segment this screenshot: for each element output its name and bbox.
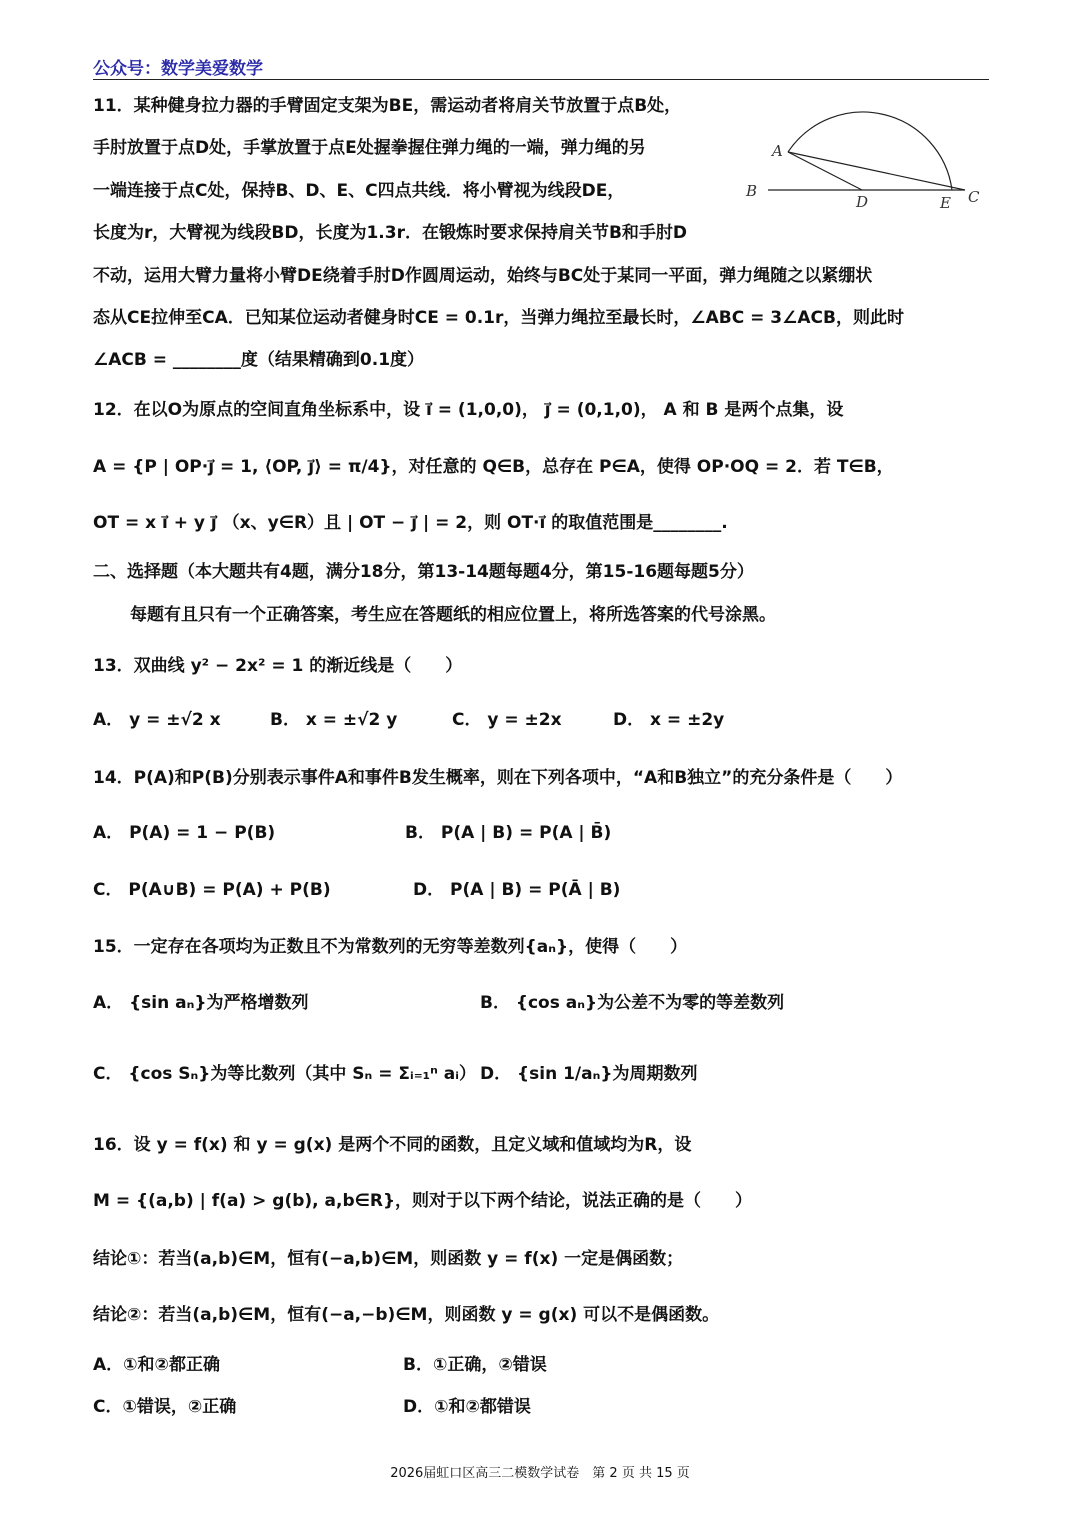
- q15-option-b: B． {cos aₙ}为公差不为零的等差数列: [480, 993, 785, 1013]
- q16-line-4: 结论②：若当(a,b)∈M，恒有(−a,−b)∈M，则函数 y = g(x) 可以不是偶函数。: [93, 1305, 720, 1325]
- q16-option-a: A．①和②都正确: [93, 1355, 220, 1375]
- q11-line-7: ∠ACB = ________度（结果精确到0.1度）: [93, 350, 425, 370]
- page-footer: 2026届虹口区高三二模数学试卷 第 2 页 共 15 页: [390, 1466, 690, 1481]
- q13-option-b: B． x = ±√2 y: [270, 710, 398, 730]
- q13-option-c: C． y = ±2x: [452, 710, 562, 730]
- q11-line-3: 一端连接于点C处，保持B、D、E、C四点共线．将小臂视为线段DE，: [93, 181, 625, 201]
- q11-figure: [740, 100, 985, 210]
- label-b: B: [746, 182, 758, 200]
- q11-line-5: 不动，运用大臂力量将小臂DE绕着手肘D作圆周运动，始终与BC处于某同一平面，弹力绳随之以紧绷状: [93, 266, 873, 286]
- q16-line-1: 16．设 y = f(x) 和 y = g(x) 是两个不同的函数，且定义域和值域均为R，设: [93, 1135, 692, 1155]
- q16-option-c: C．①错误，②正确: [93, 1397, 237, 1417]
- q11-line-6: 态从CE拉伸至CA．已知某位运动者健身时CE = 0.1r，当弹力绳拉至最长时，∠ABC = 3∠ACB，则此时: [93, 308, 904, 328]
- q12-line-1: 12．在以O为原点的空间直角坐标系中，设 i⃗ = (1,0,0)， j⃗ = (0,1,0)， A 和 B 是两个点集，设: [93, 400, 844, 420]
- q13-option-d: D． x = ±2y: [613, 710, 725, 730]
- arc-path: [788, 112, 952, 190]
- q12-line-2: A = {P | OP·j⃗ = 1, ⟨OP, j⃗⟩ = π/4}，对任意的 Q∈B，总存在 P∈A，使得 OP·OQ = 2．若 T∈B，: [93, 457, 894, 477]
- q13-option-a: A． y = ±√2 x: [93, 710, 221, 730]
- q15-option-a: A． {sin aₙ}为严格增数列: [93, 993, 309, 1013]
- q12-line-3: OT = x i⃗ + y j⃗ （x、y∈R）且 | OT − j⃗ | = 2，则 OT·i⃗ 的取值范围是________.: [93, 513, 728, 533]
- q16-line-3: 结论①：若当(a,b)∈M，恒有(−a,b)∈M，则函数 y = f(x) 一定是偶函数；: [93, 1249, 684, 1269]
- section2-title: 二、选择题（本大题共有4题，满分18分，第13-14题每题4分，第15-16题每题5分）: [93, 562, 754, 582]
- q14-option-b: B． P(A | B) = P(A | B̄): [405, 823, 612, 843]
- q16-option-d: D．①和②都错误: [403, 1397, 531, 1417]
- q15-option-d: D． {sin 1/aₙ}为周期数列: [480, 1064, 698, 1084]
- q14-option-d: D． P(A | B) = P(Ā | B): [413, 880, 621, 900]
- q15-stem: 15．一定存在各项均为正数且不为常数列的无穷等差数列{aₙ}，使得（ ）: [93, 937, 688, 957]
- section2-note: 每题有且只有一个正确答案，考生应在答题纸的相应位置上，将所选答案的代号涂黑。: [130, 605, 776, 625]
- q16-line-2: M = {(a,b) | f(a) > g(b), a,b∈R}，则对于以下两个结论，说法正确的是（ ）: [93, 1191, 753, 1211]
- q13-stem: 13．双曲线 y² − 2x² = 1 的渐近线是（ ）: [93, 656, 463, 676]
- q11-line-2: 手肘放置于点D处，手掌放置于点E处握拳握住弹力绳的一端，弹力绳的另: [93, 138, 646, 158]
- q14-stem: 14．P(A)和P(B)分别表示事件A和事件B发生概率，则在下列各项中，“A和B独立”的充分条件是（ ）: [93, 768, 903, 788]
- label-a: A: [772, 142, 783, 160]
- label-d: D: [856, 193, 869, 210]
- q16-option-b: B．①正确，②错误: [403, 1355, 547, 1375]
- q11-line-4: 长度为r，大臂视为线段BD，长度为1.3r．在锻炼时要求保持肩关节B和手肘D: [93, 223, 688, 243]
- header-account: 公众号：数学美爱数学: [93, 59, 263, 79]
- line-ad: [788, 152, 862, 190]
- q15-option-c: C． {cos Sₙ}为等比数列（其中 Sₙ = Σᵢ₌₁ⁿ aᵢ）: [93, 1064, 476, 1084]
- label-c: C: [968, 188, 980, 206]
- q14-option-a: A． P(A) = 1 − P(B): [93, 823, 276, 843]
- line-ac: [788, 152, 965, 190]
- label-e: E: [940, 194, 951, 210]
- q14-option-c: C． P(A∪B) = P(A) + P(B): [93, 880, 331, 900]
- q11-line-1: 11．某种健身拉力器的手臂固定支架为BE，需运动者将肩关节放置于点B处，: [93, 96, 682, 116]
- header-rule: [93, 79, 989, 80]
